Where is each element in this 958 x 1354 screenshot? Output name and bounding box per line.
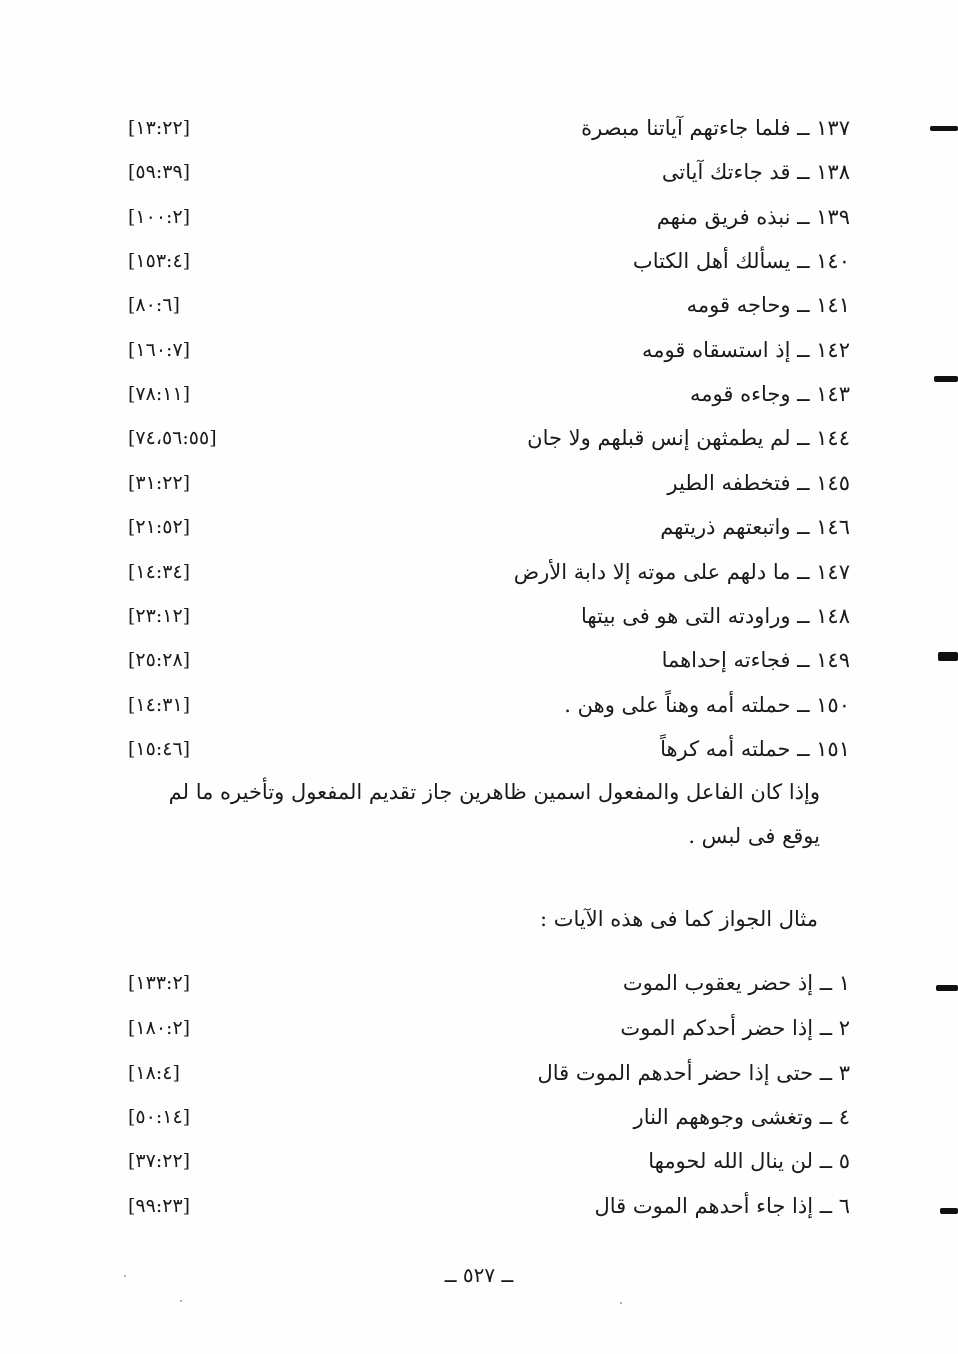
verse-reference: [١٨:٤] [128,1062,180,1084]
verse-reference: [١٣٣:٢] [128,972,191,994]
list-item [120,1186,850,1226]
verse-reference: [١٤:٣٤] [128,561,191,583]
verse-reference: [١٠٠:٢] [128,206,191,228]
scan-mark [930,126,958,131]
verse-reference: [١٤:٣١] [128,694,191,716]
verse-reference: [١٨٠:٢] [128,1017,191,1039]
list-item [120,685,850,725]
verse-reference: [٥٩:٣٩] [128,161,191,183]
body-paragraph: وإذا كان الفاعل والمفعول اسمين ظاهرين جاز تقديم المفعول وتأخيره ما لم يوقع فى لبس . [168,780,820,848]
list-item [120,1053,850,1093]
verse-reference: [٣١:٢٢] [128,472,191,494]
verse-reference: [٢١:٥٢] [128,516,191,538]
scan-mark [940,1208,958,1214]
verse-text: ١٤٥ ــ فتخطفه الطير [667,471,850,495]
verse-text: ١٤٦ ــ واتبعتهم ذريتهم [660,515,850,539]
list-item [120,1141,850,1181]
scan-mark [938,652,958,661]
verse-text: ١٤٢ ــ إذ استسقاه قومه [642,338,850,362]
verse-reference: [٢٥:٢٨] [128,649,191,671]
section-intro: مثال الجواز كما فى هذه الآيات : [540,907,818,931]
list-item [120,463,850,503]
verse-text: ١٤١ ــ وحاجه قومه [686,293,850,317]
verse-text: ١٤٠ ــ يسألك أهل الكتاب [632,249,850,273]
verse-text: ١٥٠ ــ حملته أمه وهناً على وهن . [564,693,850,717]
list-item [120,552,850,592]
scan-mark [934,376,958,382]
verse-reference: [١٥:٤٦] [128,738,191,760]
verse-text: ١ ــ إذ حضر يعقوب الموت [622,971,850,995]
verse-text: ٣ ــ حتى إذا حضر أحدهم الموت قال [537,1061,850,1085]
verse-reference: [٢٣:١٢] [128,605,191,627]
verse-text: ١٥١ ــ حملته أمه كرهاً [660,737,850,761]
verse-reference: [٧٨:١١] [128,383,191,405]
verse-text: ١٣٨ ــ قد جاءتك آياتى [661,160,850,184]
verse-text: ٥ ــ لن ينال الله لحومها [648,1149,850,1173]
scan-speck [124,1275,126,1277]
verse-reference: [٥٠:١٤] [128,1106,191,1128]
scan-mark [936,985,958,991]
scan-speck [180,1300,182,1302]
verse-text: ١٤٧ ــ ما دلهم على موته إلا دابة الأرض [513,560,850,584]
list-item [120,330,850,370]
verse-reference: [٣٧:٢٢] [128,1150,191,1172]
verse-reference: [٩٩:٢٣] [128,1195,191,1217]
list-item [120,418,850,458]
verse-reference: [١٣:٢٢] [128,117,191,139]
list-item [120,241,850,281]
list-item [120,152,850,192]
verse-reference: [٨٠:٦] [128,294,180,316]
list-item [120,1097,850,1137]
verse-text: ١٤٤ ــ لم يطمثهن إنس قبلهم ولا جان [527,426,850,450]
list-item [120,197,850,237]
verse-text: ١٣٧ ــ فلما جاءتهم آياتنا مبصرة [581,116,850,140]
verse-text: ١٤٨ ــ وراودته التى هو فى بيتها [580,604,850,628]
verse-text: ١٣٩ ــ نبذه فريق منهم [656,205,850,229]
page-number: ــ ٥٢٧ ــ [444,1263,514,1287]
list-item [120,640,850,680]
verse-text: ١٤٩ ــ فجاءته إحداهما [661,648,850,672]
list-item [120,285,850,325]
list-item [120,374,850,414]
verse-text: ٦ ــ إذا جاء أحدهم الموت قال [594,1194,850,1218]
verse-reference: [١٥٣:٤] [128,250,191,272]
list-item [120,963,850,1003]
list-item [120,1008,850,1048]
verse-text: ١٤٣ ــ وجاءه قومه [690,382,850,406]
verse-reference: [١٦٠:٧] [128,339,191,361]
list-item [120,729,850,769]
verse-reference: [٧٤،٥٦:٥٥] [128,427,217,449]
list-item [120,507,850,547]
scan-speck [620,1302,622,1304]
verse-text: ٤ ــ وتغشى وجوههم النار [633,1105,850,1129]
list-item [120,596,850,636]
verse-text: ٢ ــ إذا حضر أحدكم الموت [620,1016,850,1040]
list-item [120,108,850,148]
